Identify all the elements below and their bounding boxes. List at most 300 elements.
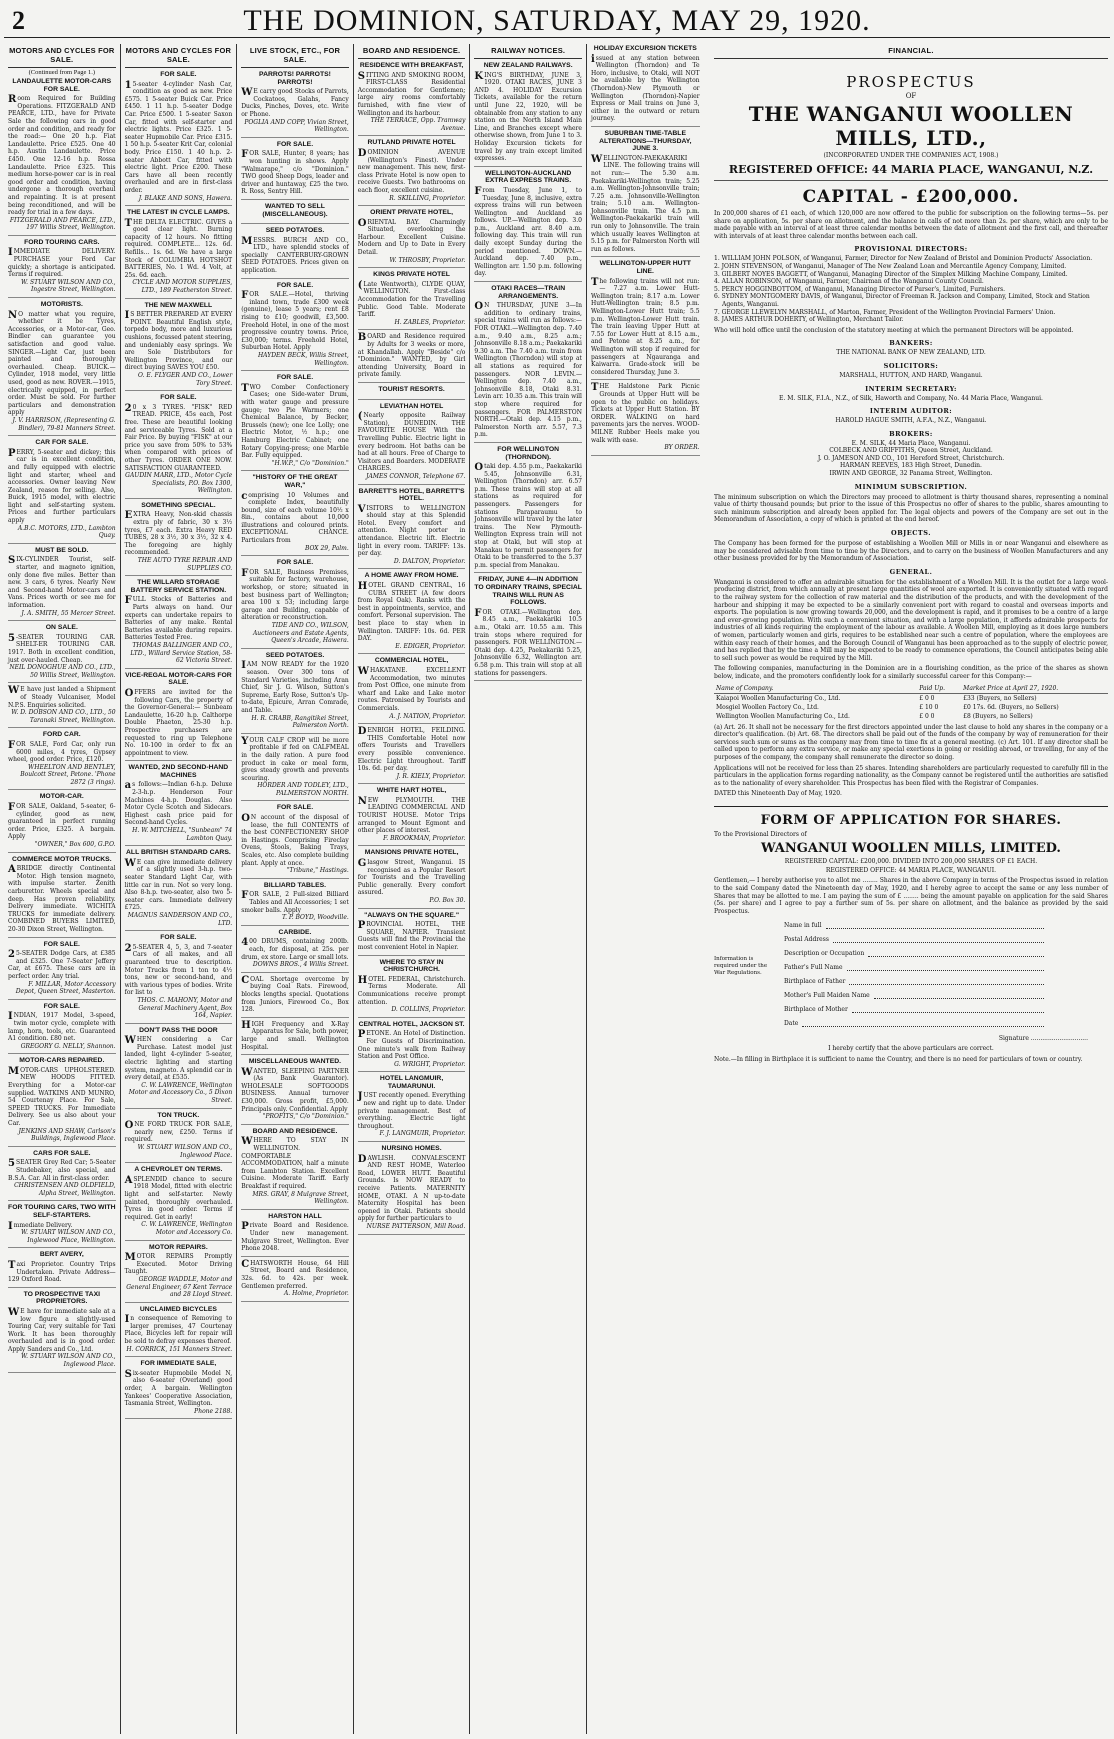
ad-heading: RESIDENCE WITH BREAKFAST, xyxy=(359,62,464,69)
ad-signature: GAUDIN MARR, LTD., Motor Cycle Specialists, P.O. Box 1300, Wellington. xyxy=(125,472,233,495)
ad-heading: NURSING HOMES. xyxy=(381,1145,442,1153)
classified-ad xyxy=(125,1244,233,1303)
classified-ad xyxy=(474,446,582,574)
ad-text: F rom Tuesday, June 1, to Tuesday, June 8, inclusive, extra express trains will run between Wellington and Auckland as follows. UP.—Wellington dep. 3.0 p.m., Auckland arr. 8.40 a.m. following day. This train will run daily except Sunday during the period mentioned. DOWN.—Auckland dep. 7.40 p.m., Wellington arr. 1.50 p.m. following day. xyxy=(474,185,582,278)
table-cell: Kaiapoi Woollen Manufacturing Co., Ltd. xyxy=(716,694,841,702)
broker-entry: IRWIN AND GEORGE, 32 Panama Street, Wellington. xyxy=(829,470,993,478)
holdings-note: The following companies, manufacturing in the Dominion are in a flourishing condition, as the price of the shares as shown below, indicate, and the promoters confidently look for a similarly successful career for this Company:— xyxy=(714,665,1108,680)
classified-ad xyxy=(358,139,466,206)
war-regulations-note: Information is required under the War Regulations. xyxy=(714,956,768,977)
ad-heading: FOR SALE. xyxy=(160,394,197,402)
ad-text: I NDIAN, 1917 Model, 3-speed, twin motor cycle, complete with lamp, horn, tools, etc. Guaranteed A1 condition. £80 net. xyxy=(8,1011,116,1043)
ad-text: V ISITORS to WELLINGTON should stay at this Splendid Hotel. Every comfort and attention. Night porter in attendance. Electric lift. Electric light in every room. TARIFF: 13s. per day. xyxy=(357,503,466,558)
classified-ad xyxy=(125,209,233,299)
column-subheading: (Continued from Page 1.) xyxy=(28,69,96,76)
ad-heading: MOTOR-CAR. xyxy=(39,793,84,801)
classified-ad xyxy=(8,1150,116,1202)
signature-line[interactable]: Signature .............................. xyxy=(998,1035,1088,1043)
classified-ad xyxy=(8,1251,116,1287)
drop-cap: J xyxy=(357,1091,363,1103)
ad-heading: FOR SALE. xyxy=(160,71,197,78)
dated-line: DATED this Nineteenth Day of May, 1920. xyxy=(714,790,842,798)
classified-ad xyxy=(241,1213,349,1257)
ad-text: W HAKATANE. EXCELLENT Accommodation, two minutes from Post Office, one minute from wharf and Lake and Lake motor routes. Patronised by Tourists and Commercials. xyxy=(357,665,466,712)
drop-cap: H xyxy=(241,1019,251,1031)
form-field[interactable] xyxy=(784,964,1044,971)
ad-text: O NE FORD TRUCK FOR SALE, nearly new, £250. Terms if required. xyxy=(124,1120,233,1144)
ad-signature: J. V. HARRISON, (Representing G. Bindler), 79-81 Manners Street. xyxy=(12,416,116,432)
ad-signature: R. SKILLING, Proprietor. xyxy=(389,194,466,202)
field-input-line[interactable] xyxy=(802,1021,1044,1027)
column-heading: LIVE STOCK, ETC., FOR SALE. xyxy=(241,44,349,68)
page-number: 2 xyxy=(12,6,25,35)
ad-signature: A. Holme, Proprietor. xyxy=(283,1290,349,1298)
ad-signature: C. W. LAWRENCE, Wellington Motor and Accessory Co., 5 Dixon Street. xyxy=(128,1081,233,1105)
form-capital: REGISTERED CAPITAL: £200,000. DIVIDED INTO 200,000 SHARES OF £1 EACH. xyxy=(784,858,1038,866)
general-heading: GENERAL. xyxy=(889,567,933,576)
drop-cap: F xyxy=(474,607,482,619)
drop-cap: B xyxy=(357,332,367,344)
form-field[interactable] xyxy=(784,950,1044,957)
ad-signature: MAGNUS SANDERSON AND CO., LTD. xyxy=(127,911,233,927)
ad-heading: FOR SALE. xyxy=(160,934,197,942)
ad-text: D AWLISH. CONVALESCENT AND REST HOME, Waterloo Road, LOWER HUTT. Beautiful Grounds. Is NOW READY to receive Patients. MATERNITY HOME, OTAKI. A N up-to-date Maternity Hospital has been opened in Otaki. Patients should apply for further particulars to xyxy=(357,1153,466,1223)
ad-text: F OR SALE, Oakland, 5-seater, 6-cylinder, good as new, guaranteed in perfect running order. Price, £325. A bargain. Apply xyxy=(8,802,116,841)
drop-cap: O xyxy=(474,301,484,313)
classified-ad xyxy=(358,333,466,383)
ad-text: O N account of the disposal of lease, the full CONTENTS of the best CONFECTIONERY SHOP in Hastings. Comprising Fireclay Ovens, Stools, Baking Trays, Scales, etc. Also complete building plant. Apply at once. xyxy=(241,813,349,867)
drop-cap: F xyxy=(124,595,132,607)
brokers-heading: BROKERS: xyxy=(889,429,933,438)
ad-heading: A HOME AWAY FROM HOME. xyxy=(364,572,459,580)
classified-ad xyxy=(358,849,466,908)
classified-ad xyxy=(474,62,582,167)
drop-cap: I xyxy=(124,310,130,322)
ad-heading: CARBIDE. xyxy=(278,928,312,936)
ad-text: E XTRA Heavy, Non-skid chassis extra ply of fabric, 30 x 3½ tyres, £7 each. Extra Heavy RED TUBES, 28 x 3½, 30 x 3½, 32 x 4. The foregoing are highly recommended. xyxy=(124,510,233,557)
ad-text: J UST recently opened. Everything new and right up to date. Under private management. Best of everything. Electric light throughout. xyxy=(357,1091,466,1130)
drop-cap: D xyxy=(357,147,367,159)
drop-cap: O xyxy=(474,462,484,474)
ad-signature: H. W. MITCHELL, "Sunbeam" 74 Lambton Quay. xyxy=(132,827,233,842)
ad-signature: NEIL DONOGHUE AND CO., LTD., 50 Willis Street, Wellington. xyxy=(9,664,116,679)
field-input-line[interactable] xyxy=(847,965,1044,971)
drop-cap: P xyxy=(357,920,366,932)
form-field[interactable] xyxy=(784,978,1044,985)
masthead xyxy=(4,4,1110,38)
ad-text: COAL Shortage overcome by buying Coal Rats. Firewood, blocks lengths special. Quotations from Juniors, Firewood Co., Box 128. xyxy=(241,974,349,1014)
drop-cap: 2 xyxy=(124,942,132,954)
ad-signature: W. STUART WILSON AND CO., Ingestre Street, Wellington. xyxy=(21,278,116,294)
ad-signature: CYCLE AND MOTOR SUPPLIES, LTD., 189 Featherston Street. xyxy=(132,279,233,295)
drop-cap: Y xyxy=(241,735,249,747)
ad-text: CHATSWORTH House, 64 Hill Street, Board and Residence, 32s. 6d. to 42s. per week. Gentlemen preferred. xyxy=(241,1258,349,1290)
ad-heading: CAR FOR SALE. xyxy=(35,439,89,447)
of-label: OF xyxy=(905,92,917,100)
ad-text: W E have just landed a Shipment of Steady Vulcaniser, Model N.P.S. Enquiries solicited. xyxy=(8,685,116,709)
ad-heading: MISCELLANEOUS WANTED. xyxy=(248,1058,342,1066)
ad-heading: FOR SALE. xyxy=(43,940,80,948)
ad-heading: FOR WELLINGTON (THORNDON). xyxy=(497,445,560,461)
drop-cap: O xyxy=(357,217,367,229)
drop-cap: F xyxy=(241,890,249,902)
ad-heading: WHERE TO STAY IN CHRISTCHURCH. xyxy=(379,958,444,974)
ad-heading: HOTEL LANGMUIR, TAUMARUNUI. xyxy=(379,1075,444,1090)
director-entry: 1. WILLIAM JOHN POLSON, of Wanganui, Farmer, Director for New Zealand of Bristol and Dominion Products' Association. xyxy=(714,255,1093,263)
ad-signature: MRS. GRAY, 8 Mulgrave Street, Wellington. xyxy=(252,1190,349,1206)
ad-heading: SEED POTATOES. xyxy=(265,227,325,235)
ad-heading: COMMERCE MOTOR TRUCKS. xyxy=(12,855,112,863)
table-cell: £ 10 0 xyxy=(919,703,939,711)
field-label: Name in full xyxy=(784,922,822,930)
ad-signature: J. A. SMITH, 55 Mercer Street. xyxy=(21,609,116,617)
ad-signature: JAMES CONNOR, Telephone 67. xyxy=(366,472,466,480)
classified-ad xyxy=(474,285,582,443)
ad-heading: HOLIDAY EXCURSION TICKETS xyxy=(593,45,697,52)
ad-heading: MUST BE SOLD. xyxy=(35,546,89,554)
form-field[interactable] xyxy=(784,936,1044,943)
directors-heading: PROVISIONAL DIRECTORS: xyxy=(854,245,968,254)
classified-ad xyxy=(241,1021,349,1055)
classified-ad xyxy=(358,271,466,330)
ad-signature: J. BLAKE AND SONS, Hawera. xyxy=(138,194,233,202)
ad-text: O taki dep. 4.55 p.m., Paekakariki 5.45, Johnsonville 6.31, Wellington (Thorndon) arr. 6.57 p.m. These trains will stop at all stations as required for passengers. Passengers for stations Paraparaumu to Johnsonville will travel by the later trains. The New Plymouth-Wellington Express train will not stop at Otaki, but will stop at Manakau to permit passengers for Otaki to be transferred to the 5.37 p.m. special from Manakau. xyxy=(474,462,582,569)
ad-heading: WELLINGTON-UPPER HUTT LINE. xyxy=(599,260,691,276)
articles-text: (a) Art. 26. It shall not be necessary for the first directors appointed under the last clause to hold any shares in the company or a director's qualification. (b) Art. 68. The directors shall be paid out of the funds of the company by way of remuneration for their services such sum or sums as the company may from time to time fix at a general meeting. (c) Art. 101. If any director shall be called upon to perform any extra service, or make any special exertions in going or residing abroad, or travelling, for any of the purposes of the company, the company shall remunerate the director so doing. xyxy=(714,723,1108,761)
ad-text: 5 -SEATER TOURING CAR. SHELT-ER TOURING CAR. 1917. Both in excellent condition, just over-hauled. Cheap. xyxy=(8,632,116,664)
ad-text: ( Late Wentworth), CLYDE QUAY, WELLINGTON. First-class Accommodation for the Travelling Public. Good Table. Moderate Tariff. xyxy=(357,279,466,319)
ad-heading: MOTOR REPAIRS. xyxy=(149,1243,208,1251)
classified-ad xyxy=(358,959,466,1018)
drop-cap: 2 xyxy=(8,949,15,961)
ad-signature: W. THROSBY, Proprietor. xyxy=(389,256,466,264)
ad-text: I n consequence of Removing to larger premises, 47 Courtenay Place, Bicycles left for repair will be sold to defray expenses thereof. xyxy=(124,1314,233,1346)
classified-ad xyxy=(125,1306,233,1358)
ad-heading: BERT AVERY, xyxy=(39,1251,84,1259)
table-cell: £0 17s. 6d. (Buyers, no Sellers) xyxy=(963,703,1059,711)
drop-cap: I xyxy=(241,660,246,672)
ad-text: P ERRY, 5-seater and dickey; this car is in excellent condition, and fully equipped with electric light and starter, wheel and accessories. Owner leaving New Zealand, reason for selling. Also, Buick, 1915 model, with electric light and self-starting system. Prices and further particulars apply xyxy=(8,447,116,525)
secretary: E. M. SILK, F.I.A., N.Z., of Silk, Haworth and Company, No. 44 Maria Place, Wanganui. xyxy=(779,394,1043,402)
classified-ad xyxy=(8,624,116,683)
ad-heading: CARS FOR SALE. xyxy=(33,1149,91,1157)
drop-cap: O xyxy=(124,687,134,699)
column-railway-notices xyxy=(470,44,587,1734)
ad-heading: ON SALE. xyxy=(45,624,78,632)
ad-signature: THE TERRACE, Opp. Tramway Avenue. xyxy=(370,117,466,132)
drop-cap: W xyxy=(241,1136,253,1148)
classified-ad xyxy=(125,579,233,669)
ad-signature: CHRISTENSEN AND OLDFIELD, Alpha Street, Wellington. xyxy=(14,1182,116,1197)
table-cell: Mosgiel Woollen Factory Co., Ltd. xyxy=(716,703,819,711)
signature-label: Signature xyxy=(998,1035,1029,1043)
drop-cap: 5 xyxy=(8,1158,15,1170)
column-livestock xyxy=(237,44,354,1734)
ad-heading: SEED POTATOES. xyxy=(265,651,325,659)
table-cell: £ 0 0 xyxy=(919,712,935,720)
ad-heading: FOR SALE. xyxy=(276,374,314,382)
ad-text: O N THURSDAY, JUNE 3—In addition to ordinary trains, special trains will run as follows:— FOR OTAKI.—Wellington dep. 7.40 a.m., 9.40 a.m., 8.25 a.m.; Johnsonville 8.18 a.m.; Paekakariki 9.30 a.m. The 7.40 a.m. train from Wellington (Thorndon) will stop at all stations as required for passengers. NOR LEVIN.—Wellington dep. 7.40 a.m., Johnsonville 8.18, Otaki 8.31. Levin arr. 10.35 a.m. This train will stop where required for passengers. FOR PALMERSTON NORTH.—Otaki dep. 4.15 p.m., Palmerston North arr. 5.57, 7.3 p.m. xyxy=(474,301,582,439)
ad-signature: W. D. DOBSON AND CO., LTD., 50 Taranaki Street, Wellington. xyxy=(11,709,116,724)
ad-heading: MOTOR-CARS REPAIRED. xyxy=(19,1057,105,1065)
ad-text: a s follows:—Indian 6-h.p. Deluxe 2-3-h.p. Henderson Four Machines 4-h.p. Douglas. Also Motor Cycle Scotch and Sidecars. Highest cash price paid for Second-hand Cycles. xyxy=(124,780,233,827)
ad-heading: FOR SALE. xyxy=(276,804,314,812)
form-field[interactable] xyxy=(784,992,1044,999)
ad-text: 2 5-SEATER 4, 5, 3, and 7-seater Cars of all makes, and all guaranteed true to description. Motor Trucks from 1 ton to 4½ tons, new or second-hand, and with various types of bodies. Write for list to xyxy=(124,942,233,997)
ad-text: F OR SALE, Hunter, 8 years; has won hunting in shows. Apply "Walmarape," c/o "Dominion." TWO good Sheep Dogs, leader and driver and huntaway, £25 the two. R. Ross, Sentry Hill. xyxy=(241,149,349,196)
director-entry: 6. SYDNEY MONTGOMERY DAVIS, of Wanganui, Director of Freeman R. Jackson and Company, Limited, Stock and Station Agents, Wanganui. xyxy=(714,293,1090,308)
auditor: HAROLD HAGUE SMITH, A.F.A., N.Z., Wanganui. xyxy=(835,417,987,425)
column-board-residence xyxy=(354,44,471,1734)
classified-ad xyxy=(125,849,233,931)
form-addressee: To the Provisional Directors of xyxy=(714,830,807,838)
column-heading: MOTORS AND CYCLES FOR SALE. xyxy=(8,44,116,68)
ad-signature: BY ORDER. xyxy=(664,444,700,452)
drop-cap: S xyxy=(357,70,366,82)
classified-ad xyxy=(358,1021,466,1073)
drop-cap: W xyxy=(8,685,20,697)
ad-heading: COMMERCIAL HOTEL, xyxy=(374,657,449,665)
ad-signature: TIDE AND CO., WILSON, Auctioneers and Estate Agents, Queen's Arcade, Hawera. xyxy=(252,622,349,645)
classified-ad xyxy=(241,1128,349,1210)
ad-heading: OTAKI RACES—TRAIN ARRANGEMENTS. xyxy=(491,285,566,300)
ad-signature: JENKINS AND SHAW, Carlson's Buildings, Inglewood Place. xyxy=(18,1127,116,1143)
secretary-heading: INTERIM SECRETARY: xyxy=(865,384,957,393)
field-label: Father's Full Name xyxy=(784,964,843,972)
drop-cap: K xyxy=(474,70,484,82)
ad-heading: BILLIARD TABLES. xyxy=(263,881,327,889)
ad-heading: FOR SALE. xyxy=(276,559,314,567)
classified-ad xyxy=(241,929,349,973)
classified-ad xyxy=(358,657,466,724)
classified-ad xyxy=(241,976,349,1018)
form-company-name: WANGANUI WOOLLEN MILLS, LIMITED. xyxy=(761,841,1061,857)
ad-signature: "PROFITS," C/o "Dominion." xyxy=(262,1113,349,1121)
classified-ad xyxy=(241,374,349,471)
drop-cap: F xyxy=(8,802,16,814)
ad-heading: DON'T PASS THE DOOR xyxy=(139,1026,218,1034)
classified-ad xyxy=(125,764,233,846)
ad-signature: POGLIA AND COPP, Vivian Street, Wellington. xyxy=(244,118,349,134)
director-entry: 2. JOHN STEVENSON, of Wanganui, Manager of The New Zealand Loan and Mercantile Agency Company, Limited. xyxy=(714,262,1067,270)
director-entry: 3. GILBERT NOYES BAGGETT, of Wanganui, Managing Director of the Simplex Milking Machine Company, Limited. xyxy=(714,270,1068,278)
ad-text: A SPLENDID chance to secure 1918 Model, fitted with electric light and self-starter. Newly painted, thoroughly overhauled. Tyres in good order. Terms if required. Get in early! xyxy=(124,1174,233,1221)
drop-cap: R xyxy=(8,94,17,106)
ad-text: ( Nearly opposite Railway Station), DUNEDIN. THE FAVOURITE HOUSE With the Travelling Public. Electric light in every bedroom. Hot baths can be had at all hours. Free of Charge to Visitors and Boarders. MODERATE CHARGES. xyxy=(357,411,466,473)
ad-heading: RUTLAND PRIVATE HOTEL xyxy=(367,139,456,147)
field-label: Birthplace of Father xyxy=(784,978,846,986)
ad-text: YOUR CALF CROP will be more profitable if fed on CALFMEAL in the daily ration. A pure food product in cake or meal form, gives steady growth and prevents scouring. xyxy=(241,735,349,782)
objects-heading: OBJECTS. xyxy=(891,529,931,538)
ad-text: HIGH Frequency and X-Ray Apparatus for Sale, both power, large and small. Wellington Hospital. xyxy=(241,1019,349,1051)
field-input-line[interactable] xyxy=(849,979,1044,985)
ad-heading: FOR SALE. xyxy=(43,1002,80,1010)
classified-ad xyxy=(125,502,233,576)
table-header: Paid Up. xyxy=(917,684,961,694)
ad-text: I MMEDIATE DELIVERY. PURCHASE your Ford Car quickly; a shortage is anticipated. Terms if required. xyxy=(8,247,116,279)
ad-signature: THOS. C. MAHONY, Motor and General Machinery Agent, Box 164, Napier. xyxy=(137,996,233,1020)
director-entry: 7. GEORGE LLEWELYN MARSHALL, of Marton, Farmer, President of the Wellington Provincial Farmers' Union. xyxy=(714,308,1056,316)
drop-cap: O xyxy=(124,1120,134,1132)
ad-text: T axi Proprietor. Country Trips Undertaken. Private Address—129 Oxford Road. xyxy=(8,1259,116,1284)
classified-ad xyxy=(241,1260,349,1302)
table-row xyxy=(714,693,1108,703)
classified-ad xyxy=(125,394,233,499)
ad-text: W E can give immediate delivery of a slightly used 3-h.p. two-seater Standard Light Car, with little car in run. Not so very long. Also 8-h.p. two-seater, also two 5-seater cars. Immediate delivery £725. xyxy=(124,857,233,912)
drop-cap: F xyxy=(241,567,249,579)
financial-section xyxy=(712,44,1110,1734)
ad-signature: F. BROOKMAN, Proprietor. xyxy=(383,834,466,842)
classified-ad xyxy=(125,302,233,392)
classified-ad xyxy=(241,882,349,926)
classified-ad xyxy=(241,1058,349,1125)
drop-cap: W xyxy=(241,87,253,99)
ad-text: W ELLINGTON-PAEKAKARIKI LINE. The following trains will not run:— The 5.30 a.m. Paekakariki-Wellington train; 5.25 a.m. Wellington-Johnsonville train; 7.25 a.m. Johnsonville-Wellington train; 5.10 a.m. Wellington-Johnsonville train. The 4.5 p.m. Wellington-Paekakariki train will run only to Johnsonville. The train which usually leaves Wellington at 5.15 p.m. for Palmerston North will run as follows. xyxy=(590,153,700,253)
ad-signature: GREGORY G. NELLY, Shannon. xyxy=(20,1042,116,1050)
ad-text: BOARD and Residence required by Adults for 3 weeks or more, at Khandallah. Apply "Beside" c/o "Dominion." WANTED, by Girl attending University, Board in private family. xyxy=(357,332,466,379)
ad-heading: BARRETT'S HOTEL, BARRETT'S HOTEL. xyxy=(358,487,465,503)
drop-cap: C xyxy=(241,1258,250,1270)
directors-list xyxy=(714,255,1108,323)
column-heading: MOTORS AND CYCLES FOR SALE. xyxy=(125,44,233,68)
ad-text: N EW PLYMOUTH. THE LEADING COMMERCIAL AND TOURIST HOUSE. Motor Trips arranged to Mount Egmont and other places of interest. xyxy=(357,795,466,835)
ad-signature: G. WRIGHT, Proprietor. xyxy=(394,1060,466,1068)
field-input-line[interactable] xyxy=(833,937,1044,943)
drop-cap: W xyxy=(124,1035,136,1047)
drop-cap: F xyxy=(8,739,16,751)
ad-text: 1 5-seater 4-cylinder Nash Car, condition as good as new. Price £575. 1 5-seater Buick Car. Price £450. 1 11 h.p. 5-seater Dodge Car. Price £500. 1 5-seater Saxon Car, fitted with self-starter and electric lights. Price £325. 1 5-seater Hupmobile Car. Price £315. 1 50 h.p. 5-seater Krit Car, colonial body. Price £150. 1 40 h.p. 2-seater Abbott Car, fitted with electric light. Price £200. These Cars have all been recently overhauled and are in first-class order. xyxy=(124,79,233,194)
drop-cap: I xyxy=(124,1314,130,1326)
drop-cap: ( xyxy=(357,411,363,423)
classified-ad xyxy=(358,727,466,784)
ad-signature: T. P. BOYD, Woodville. xyxy=(281,914,349,922)
drop-cap: 5 xyxy=(8,632,15,644)
classified-ad xyxy=(8,731,116,790)
ad-signature: "H.W.P.," C/o "Dominion." xyxy=(271,459,349,467)
ad-signature: "OWNER," Box 600, G.P.O. xyxy=(34,841,116,849)
ad-signature: F. J. LANGMUIR, Proprietor. xyxy=(379,1130,466,1138)
ad-heading: TO PROSPECTIVE TAXI PROPRIETORS. xyxy=(23,1290,100,1306)
ad-heading: SOMETHING SPECIAL. xyxy=(141,501,216,509)
field-label: Description or Occupation xyxy=(784,950,865,958)
classified-ad xyxy=(474,576,582,681)
drop-cap: M xyxy=(8,1065,20,1077)
drop-cap: E xyxy=(124,510,133,522)
field-input-line[interactable] xyxy=(852,1007,1044,1013)
ad-heading: FOR SALE. xyxy=(276,140,314,148)
minimum-heading: MINIMUM SUBSCRIPTION. xyxy=(854,482,968,491)
drop-cap: 2 xyxy=(124,402,132,414)
certify-text: I hereby certify that the above particulars are correct. xyxy=(828,1045,994,1053)
ad-signature: NURSE PATTERSON, Mill Road. xyxy=(366,1222,466,1230)
classified-ad xyxy=(125,672,233,762)
drop-cap: G xyxy=(357,858,367,870)
drop-cap: W xyxy=(357,665,370,677)
closing-text: Applications will not be received for less than 25 shares. Intending shareholders are particularly requested to carefully fill in the particulars in the application forms regarding nationality, as the Company cannot be registered until the authorities are satisfied as to the nationality of every shareholder. This Prospectus has been filed with the Registrar of Companies. xyxy=(714,764,1108,787)
ad-text: N O matter what you require, whether it be Tyres, Accessories, or a Motor-car, Geo. Bindler can guarantee you satisfaction and good value. SINGER.—Light Car, just been painted and thoroughly overhauled. Cheap. BUICK.—Cylinder, 1918 model, very little used, good as new. ROVER.—1915, electrically equipped, in perfect order. Must be sold. For further particulars and demonstration apply xyxy=(8,309,116,417)
auditor-heading: INTERIM AUDITOR: xyxy=(869,407,953,416)
ad-heading: LEVIATHAN HOTEL xyxy=(379,402,444,410)
ad-text: S IX-CYLINDER Tourist, self-starter, and magneto ignition, only done five miles. Better than new. 3 cars, 6 tyres. Nearly New and Second-hand Motor-cars and Vans. Prices worth or see me for information. xyxy=(8,555,116,609)
ad-heading: THE LATEST IN CYCLE LAMPS. xyxy=(127,209,230,217)
drop-cap: ( xyxy=(357,279,363,291)
section-heading: FINANCIAL. xyxy=(714,44,1108,59)
ad-text: 4 00 DRUMS, containing 200lb. each, for disposal, at 25s. per drum, ex store. Large or small lots. xyxy=(241,937,349,961)
ad-text: W HEN considering a Car Purchase. Latest model just landed, light 4-cylinder 5-seater, electric lighting and starting system, magneto. A splendid car in every detail, at £535. xyxy=(124,1035,233,1082)
ad-signature: WHEELTON AND BENTLEY, Boulcott Street, Petone. 'Phone 2872 (3 rings). xyxy=(20,763,116,786)
drop-cap: M xyxy=(124,1252,136,1264)
classified-ad xyxy=(474,170,582,282)
ad-heading: FOR IMMEDIATE SALE, xyxy=(140,1360,217,1368)
column-heading: BOARD AND RESIDENCE. xyxy=(358,44,466,59)
drop-cap: W xyxy=(124,857,136,869)
registered-office: REGISTERED OFFICE: 44 MARIA PLACE, WANGANUI, N.Z. xyxy=(714,163,1108,181)
form-field[interactable] xyxy=(784,922,1044,929)
ad-heading: PARROTS! PARROTS! PARROTS! xyxy=(259,71,331,86)
drop-cap: W xyxy=(241,1066,253,1078)
ad-signature: A. J. NATION, Proprietor. xyxy=(389,712,466,720)
solicitors-heading: SOLICITORS: xyxy=(883,361,939,370)
drop-cap: D xyxy=(357,1153,367,1165)
ad-heading: LANDAULETTE MOTOR-CARS FOR SALE. xyxy=(12,78,112,93)
classified-ad xyxy=(241,652,349,734)
field-input-line[interactable] xyxy=(868,951,1044,957)
classified-ad xyxy=(358,1075,466,1142)
field-label: Mother's Full Maiden Name xyxy=(784,992,870,1000)
drop-cap: T xyxy=(241,382,249,394)
share-terms: In 200,000 shares of £1 each, of which 120,000 are now offered to the public for subscription on the following terms—5s. per share on application, 5s. per share on allotment, and the balance in calls of not more than 2s. per share, which are only to be made payable with an interval of at least three calendar months between the date of allotment and the first call, and thereafter with intervals of at least three calendar months between each call. xyxy=(714,210,1108,240)
form-field[interactable] xyxy=(784,1020,1044,1027)
drop-cap: W xyxy=(8,1306,20,1318)
classified-ad xyxy=(241,804,349,878)
classified-columns xyxy=(4,44,704,1734)
classified-ad xyxy=(125,71,233,206)
ad-signature: J. R. KIELY, Proprietor. xyxy=(396,772,466,780)
classified-ad xyxy=(591,130,700,258)
ad-heading: "ALWAYS ON THE SQUARE." xyxy=(364,911,460,919)
ad-heading: ORIENT PRIVATE HOTEL, xyxy=(370,209,453,217)
classified-ad xyxy=(241,227,349,279)
directors-note: Who will hold office until the conclusion of the statutory meeting at which the permanent Directors will be appointed. xyxy=(714,326,1074,334)
classified-ad xyxy=(241,559,349,649)
ad-text: T WO Comber Confectionery Cases; one Side-water Drum, with water gauge and pressure gauge; two Pie Warmers; one Chemical Balance, by Becker, Brussels (new); one Ice Lolly; one Electric Motor, ½ h.p.; one Hamburg Electric Cabinet; one Rotary Copying-press; one Marble Bar. Fully equipped. xyxy=(241,382,349,460)
ad-text: M OTOR REPAIRS Promptly Executed. Motor Driving Taught. xyxy=(124,1252,233,1276)
ad-text: O RIENTAL BAY. Charmingly Situated, overlooking the Harbour. Excellent Cuisine. Modern and Up to Date in Every Detail. xyxy=(357,217,466,257)
ad-text: M OTOR-CARS UPHOLSTERED. NEW HOODS FITTED. Everything for a Motor-car supplied. WATKINS AND MUNRO, 54 Courtenay Place. For Sale, SPEED TRUCKS. For Immediate Delivery. See us also about your Car. xyxy=(8,1065,116,1128)
ad-text: P ROVINCIAL HOTEL, THE SQUARE, NAPIER. Transient Guests will find the Provincial the most convenient Hotel in Napier. xyxy=(357,920,466,951)
ad-signature: DOWNS BROS., 4 Willis Street. xyxy=(252,961,349,969)
ad-signature: A.B.C. MOTORS, LTD., Lambton Quay. xyxy=(17,524,116,540)
ad-text: H OTEL GRAND CENTRAL, 16 CUBA STREET (A few doors from Royal Oak). Ranks with the best in appointments, service, and comfort. Personal supervision. The best place to stay when in Wellington. TARIFF: 10s. 6d. PER DAY. xyxy=(357,581,466,643)
brokers-list xyxy=(714,440,1108,478)
drop-cap: H xyxy=(357,581,368,593)
ad-heading: HARSTON HALL xyxy=(268,1212,322,1220)
table-row xyxy=(714,703,1108,712)
minimum-text: The minimum subscription on which the Directors may proceed to allotment is thirty thousand shares, representing a nominal value of thirty thousand pounds; but prior to the issue of this Prospectus no offer of shares to the public, shares amounting to such minimum subscription and already been applied for. The legal objects and powers of the Company are set out in the Memorandum of Association, a copy of which is printed at the end hereof. xyxy=(714,493,1108,524)
ad-text: D OMINION AVENUE (Wellington's Finest). Under new management. This new, first-class Private Hotel is now open to receive Guests. Two bathrooms on each floor, excellent cuisine. xyxy=(357,147,466,194)
classified-ad xyxy=(8,547,116,621)
field-input-line[interactable] xyxy=(874,993,1044,999)
ad-heading: WELLINGTON-AUCKLAND EXTRA EXPRESS TRAINS. xyxy=(485,169,572,185)
form-field[interactable] xyxy=(784,1006,1044,1013)
field-input-line[interactable] xyxy=(826,923,1044,929)
ad-signature: FITZGERALD AND PEARCE, LTD., 197 Willis Street, Wellington. xyxy=(9,216,116,232)
ad-heading: NEW ZEALAND RAILWAYS. xyxy=(483,62,573,69)
objects-text: The Company has been formed for the purpose of establishing a Woollen Mill or Mills in or near Wanganui and elsewhere as may be considered advisable from time to time by the Directors, and to carry on the business of Woollen Manufacturers and any other business provided for by the Memorandum of Association. xyxy=(714,540,1108,563)
ad-signature: HORDER AND TODLEY, LTD., PALMERSTON NORTH. xyxy=(257,782,349,797)
ad-heading: BOARD AND RESIDENCE. xyxy=(252,1127,338,1135)
drop-cap: T xyxy=(590,276,599,288)
